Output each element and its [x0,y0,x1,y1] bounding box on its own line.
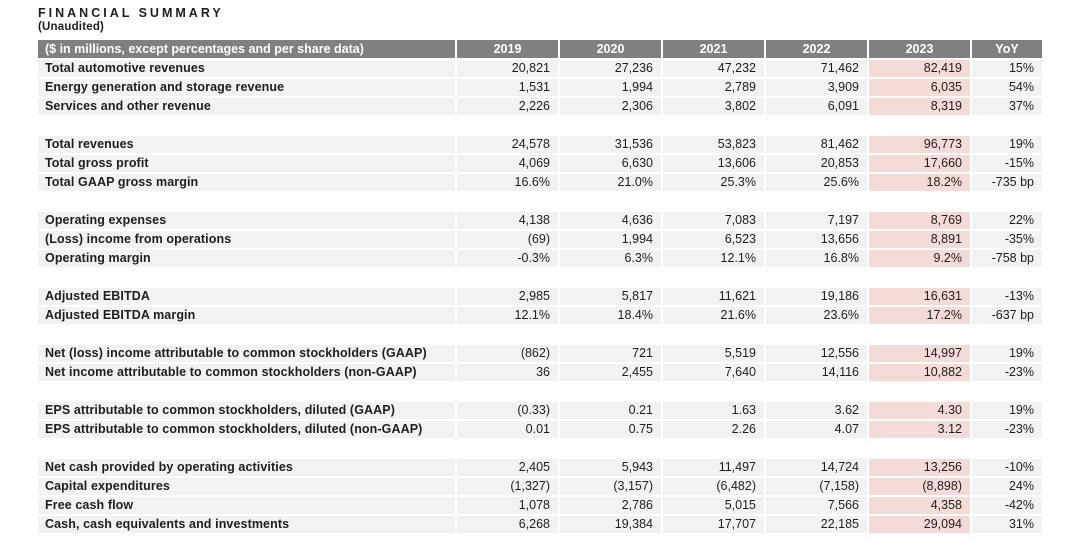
value-cell-yoy: 19% [972,136,1042,153]
value-cell-2020: 5,943 [560,459,661,476]
value-cell-2023: 13,256 [869,459,970,476]
value-cell-yoy: -42% [972,497,1042,514]
value-cell-2023: 96,773 [869,136,970,153]
row-label: Services and other revenue [38,98,455,115]
value-cell-2020: 21.0% [560,174,661,191]
value-cell-2022: 25.6% [766,174,867,191]
value-cell-2021: 17,707 [663,516,764,533]
value-cell-2021: 47,232 [663,60,764,77]
group-spacer [38,440,1042,457]
value-cell-2019: 1,078 [457,497,558,514]
value-cell-2019: -0.3% [457,250,558,267]
row-label: Operating margin [38,250,455,267]
value-cell-2020: 2,306 [560,98,661,115]
value-cell-2020: 27,236 [560,60,661,77]
value-cell-2021: 5,519 [663,345,764,362]
value-cell-2019: (69) [457,231,558,248]
column-header-2020: 2020 [560,40,661,58]
column-header-2019: 2019 [457,40,558,58]
value-cell-2020: 6,630 [560,155,661,172]
value-cell-2019: (0.33) [457,402,558,419]
column-header-2023: 2023 [869,40,970,58]
row-label: Total gross profit [38,155,455,172]
value-cell-yoy: 37% [972,98,1042,115]
value-cell-2022: 22,185 [766,516,867,533]
page-title: FINANCIAL SUMMARY [38,6,224,20]
value-cell-2021: 53,823 [663,136,764,153]
value-cell-2022: 19,186 [766,288,867,305]
value-cell-2019: 2,226 [457,98,558,115]
value-cell-2020: 2,786 [560,497,661,514]
value-cell-2020: 721 [560,345,661,362]
value-cell-2021: 6,523 [663,231,764,248]
value-cell-2019: 36 [457,364,558,381]
value-cell-2023: 8,319 [869,98,970,115]
group-spacer [38,117,1042,134]
value-cell-2019: 16.6% [457,174,558,191]
page-subtitle: (Unaudited) [38,21,105,33]
group-spacer [38,383,1042,400]
value-cell-2022: 16.8% [766,250,867,267]
value-cell-2022: 7,566 [766,497,867,514]
value-cell-2021: (6,482) [663,478,764,495]
row-label: Total automotive revenues [38,60,455,77]
value-cell-yoy: -13% [972,288,1042,305]
value-cell-2023: 18.2% [869,174,970,191]
value-cell-2021: 25.3% [663,174,764,191]
value-cell-2021: 11,497 [663,459,764,476]
value-cell-2022: 23.6% [766,307,867,324]
group-spacer [38,269,1042,286]
value-cell-2023: 16,631 [869,288,970,305]
value-cell-2022: 13,656 [766,231,867,248]
value-cell-2021: 7,640 [663,364,764,381]
row-label: Adjusted EBITDA margin [38,307,455,324]
value-cell-2019: (1,327) [457,478,558,495]
value-cell-2020: 4,636 [560,212,661,229]
value-cell-2020: 1,994 [560,231,661,248]
value-cell-2023: 6,035 [869,79,970,96]
value-cell-2022: 6,091 [766,98,867,115]
value-cell-2023: 8,891 [869,231,970,248]
row-label: Total revenues [38,136,455,153]
value-cell-2019: 20,821 [457,60,558,77]
row-label: Net cash provided by operating activities [38,459,455,476]
value-cell-2019: 4,138 [457,212,558,229]
value-cell-yoy: -23% [972,421,1042,438]
value-cell-2020: 6.3% [560,250,661,267]
value-cell-yoy: 24% [972,478,1042,495]
value-cell-2021: 13,606 [663,155,764,172]
group-spacer [38,193,1042,210]
value-cell-2022: (7,158) [766,478,867,495]
value-cell-2020: 1,994 [560,79,661,96]
value-cell-2020: 5,817 [560,288,661,305]
row-label: Capital expenditures [38,478,455,495]
value-cell-2019: 0.01 [457,421,558,438]
value-cell-2020: 31,536 [560,136,661,153]
column-header-2022: 2022 [766,40,867,58]
value-cell-2019: 1,531 [457,79,558,96]
value-cell-2021: 2,789 [663,79,764,96]
row-label: Adjusted EBITDA [38,288,455,305]
value-cell-2022: 12,556 [766,345,867,362]
value-cell-2020: 2,455 [560,364,661,381]
value-cell-2023: 4.30 [869,402,970,419]
column-header-yoy: YoY [972,40,1042,58]
row-label: Energy generation and storage revenue [38,79,455,96]
value-cell-2022: 71,462 [766,60,867,77]
value-cell-2023: 82,419 [869,60,970,77]
value-cell-2022: 4.07 [766,421,867,438]
row-label: (Loss) income from operations [38,231,455,248]
column-header-2021: 2021 [663,40,764,58]
row-label: Net income attributable to common stockholders (non-GAAP) [38,364,455,381]
value-cell-yoy: -35% [972,231,1042,248]
value-cell-yoy: 19% [972,345,1042,362]
value-cell-2022: 3,909 [766,79,867,96]
value-cell-yoy: 15% [972,60,1042,77]
value-cell-2023: 29,094 [869,516,970,533]
value-cell-2021: 11,621 [663,288,764,305]
value-cell-2021: 21.6% [663,307,764,324]
row-label: EPS attributable to common stockholders, diluted (non-GAAP) [38,421,455,438]
row-label: Net (loss) income attributable to common stockholders (GAAP) [38,345,455,362]
row-label: Total GAAP gross margin [38,174,455,191]
value-cell-yoy: -10% [972,459,1042,476]
group-spacer [38,326,1042,343]
value-cell-2019: 4,069 [457,155,558,172]
value-cell-2020: 19,384 [560,516,661,533]
value-cell-2023: 4,358 [869,497,970,514]
value-cell-2022: 14,116 [766,364,867,381]
value-cell-2023: 10,882 [869,364,970,381]
value-cell-2019: 24,578 [457,136,558,153]
value-cell-2019: (862) [457,345,558,362]
row-label: Cash, cash equivalents and investments [38,516,455,533]
value-cell-yoy: 31% [972,516,1042,533]
value-cell-2020: 0.21 [560,402,661,419]
value-cell-2019: 6,268 [457,516,558,533]
row-label: Free cash flow [38,497,455,514]
value-cell-2023: 8,769 [869,212,970,229]
value-cell-2019: 2,985 [457,288,558,305]
value-cell-2020: 18.4% [560,307,661,324]
value-cell-yoy: 54% [972,79,1042,96]
value-cell-yoy: -15% [972,155,1042,172]
row-label: EPS attributable to common stockholders, diluted (GAAP) [38,402,455,419]
row-label: Operating expenses [38,212,455,229]
value-cell-2020: (3,157) [560,478,661,495]
value-cell-2022: 14,724 [766,459,867,476]
value-cell-2022: 81,462 [766,136,867,153]
table-header-label: ($ in millions, except percentages and per share data) [38,40,455,58]
value-cell-2020: 0.75 [560,421,661,438]
value-cell-2021: 12.1% [663,250,764,267]
value-cell-2021: 5,015 [663,497,764,514]
value-cell-2021: 7,083 [663,212,764,229]
value-cell-yoy: -758 bp [972,250,1042,267]
value-cell-2021: 2.26 [663,421,764,438]
value-cell-2023: 9.2% [869,250,970,267]
financial-table [38,40,1042,533]
value-cell-2019: 12.1% [457,307,558,324]
value-cell-2023: 14,997 [869,345,970,362]
value-cell-2019: 2,405 [457,459,558,476]
value-cell-2023: (8,898) [869,478,970,495]
value-cell-yoy: -735 bp [972,174,1042,191]
value-cell-yoy: 22% [972,212,1042,229]
value-cell-yoy: -23% [972,364,1042,381]
value-cell-2023: 17,660 [869,155,970,172]
value-cell-2021: 1.63 [663,402,764,419]
value-cell-yoy: -637 bp [972,307,1042,324]
value-cell-2022: 7,197 [766,212,867,229]
value-cell-2023: 17.2% [869,307,970,324]
value-cell-2022: 20,853 [766,155,867,172]
value-cell-2021: 3,802 [663,98,764,115]
value-cell-2022: 3.62 [766,402,867,419]
value-cell-yoy: 19% [972,402,1042,419]
value-cell-2023: 3.12 [869,421,970,438]
